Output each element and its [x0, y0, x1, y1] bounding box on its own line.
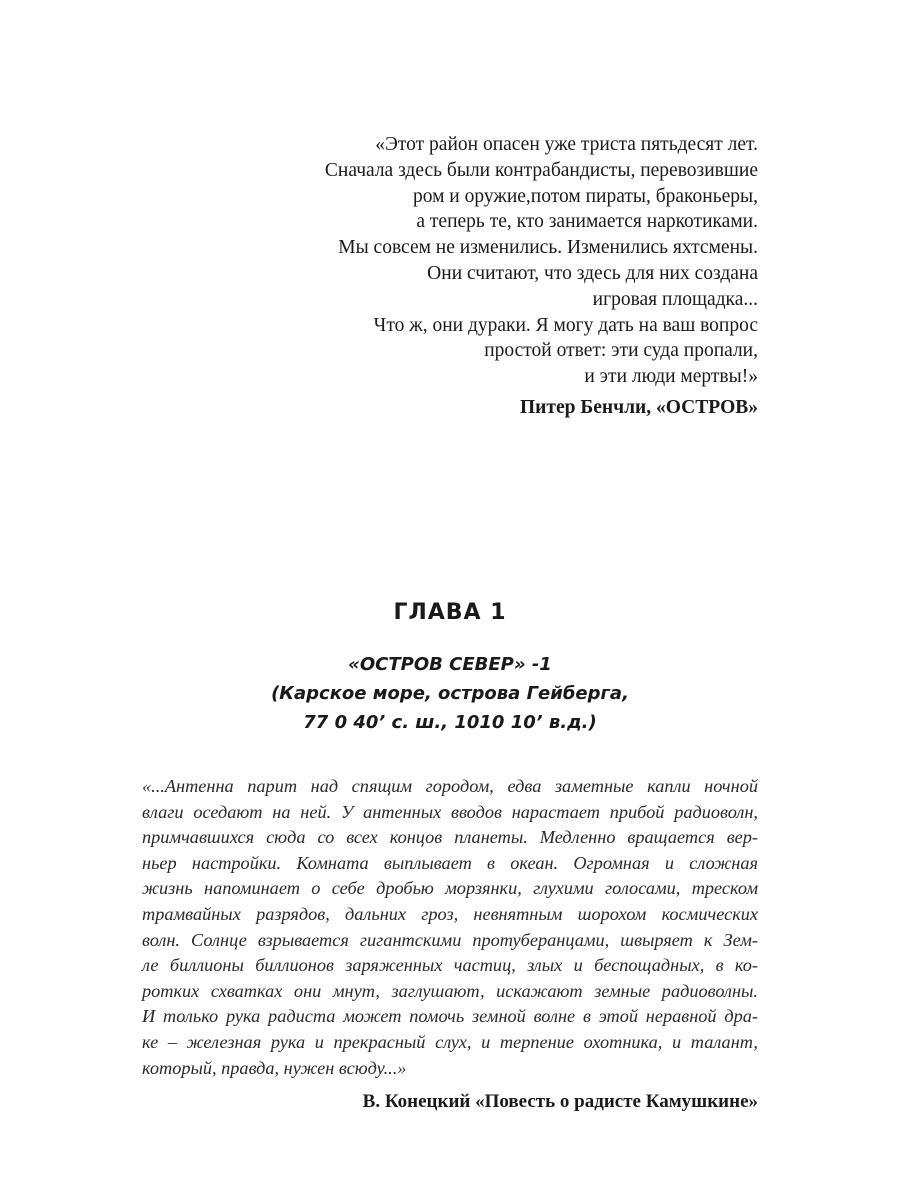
epigraph-line: Мы совсем не изменились. Изменились яхтсмены.: [338, 237, 758, 259]
chapter-subtitle: [0, 650, 900, 737]
epigraph-line: Сначала здесь были контрабандисты, перевозившие: [324, 159, 758, 181]
epigraph-attribution: Питер Бенчли, «ОСТРОВ»: [519, 396, 758, 418]
quote-line: жизнь напоминает о себе дробью морзянки, глухими голосами, треском: [142, 878, 758, 899]
quote-line: И только рука радиста может помочь земной волне в этой неравной дра-: [142, 1006, 758, 1027]
quote-line: ротких схватках они мнут, заглушают, искажают земные радиоволны.: [142, 980, 758, 1001]
quote-attribution: В. Конецкий «Повесть о радисте Камушкине»: [362, 1091, 758, 1112]
quote-line: волн. Солнце взрывается гигантскими протуберанцами, швыряет к Зем-: [142, 929, 758, 950]
epigraph-line: Они считают, что здесь для них создана: [427, 262, 758, 284]
quote-line: который, правда, нужен всюду...»: [142, 1057, 407, 1078]
epigraph-line: Что ж, они дураки. Я могу дать на ваш вопрос: [373, 314, 758, 336]
chapter-subtitle-line: «ОСТРОВ СЕВЕР» -1: [348, 654, 552, 675]
epigraph: [198, 132, 758, 421]
epigraph-line: «Этот район опасен уже триста пятьдесят лет.: [375, 134, 758, 155]
quote-block: [142, 774, 758, 1081]
quote-line: ке – железная рука и прекрасный слух, и терпение охотника, и талант,: [142, 1031, 758, 1052]
chapter-subtitle-line: (Карское море, острова Гейберга,: [271, 683, 629, 704]
chapter-title: ГЛАВА 1: [393, 600, 507, 625]
quote-line: влаги оседают на ней. У антенных вводов нарастает прибой радиоволн,: [142, 801, 758, 822]
quote-line: примчавшихся сюда со всех концов планеты. Медленно вращается вер-: [142, 827, 758, 848]
quote-line: трамвайных разрядов, дальних гроз, невнятным шорохом космических: [142, 903, 758, 924]
epigraph-line: и эти люди мертвы!»: [584, 366, 758, 388]
quote-line: ньер настройки. Комната выплывает в океан. Огромная и сложная: [142, 852, 758, 873]
epigraph-line: ром и оружие,потом пираты, браконьеры,: [412, 185, 758, 207]
epigraph-line: игровая площадка...: [592, 288, 758, 310]
epigraph-line: простой ответ: эти суда пропали,: [484, 340, 758, 362]
chapter-subtitle-line: 77 0 40’ с. ш., 1010 10’ в.д.): [303, 712, 597, 733]
quote-line: «...Антенна парит над спящим городом, едва заметные капли ночной: [142, 776, 758, 796]
epigraph-line: а теперь те, кто занимается наркотиками.: [416, 211, 758, 233]
quote-line: ле биллионы биллионов заряженных частиц, злых и беспощадных, в ко-: [142, 955, 758, 976]
